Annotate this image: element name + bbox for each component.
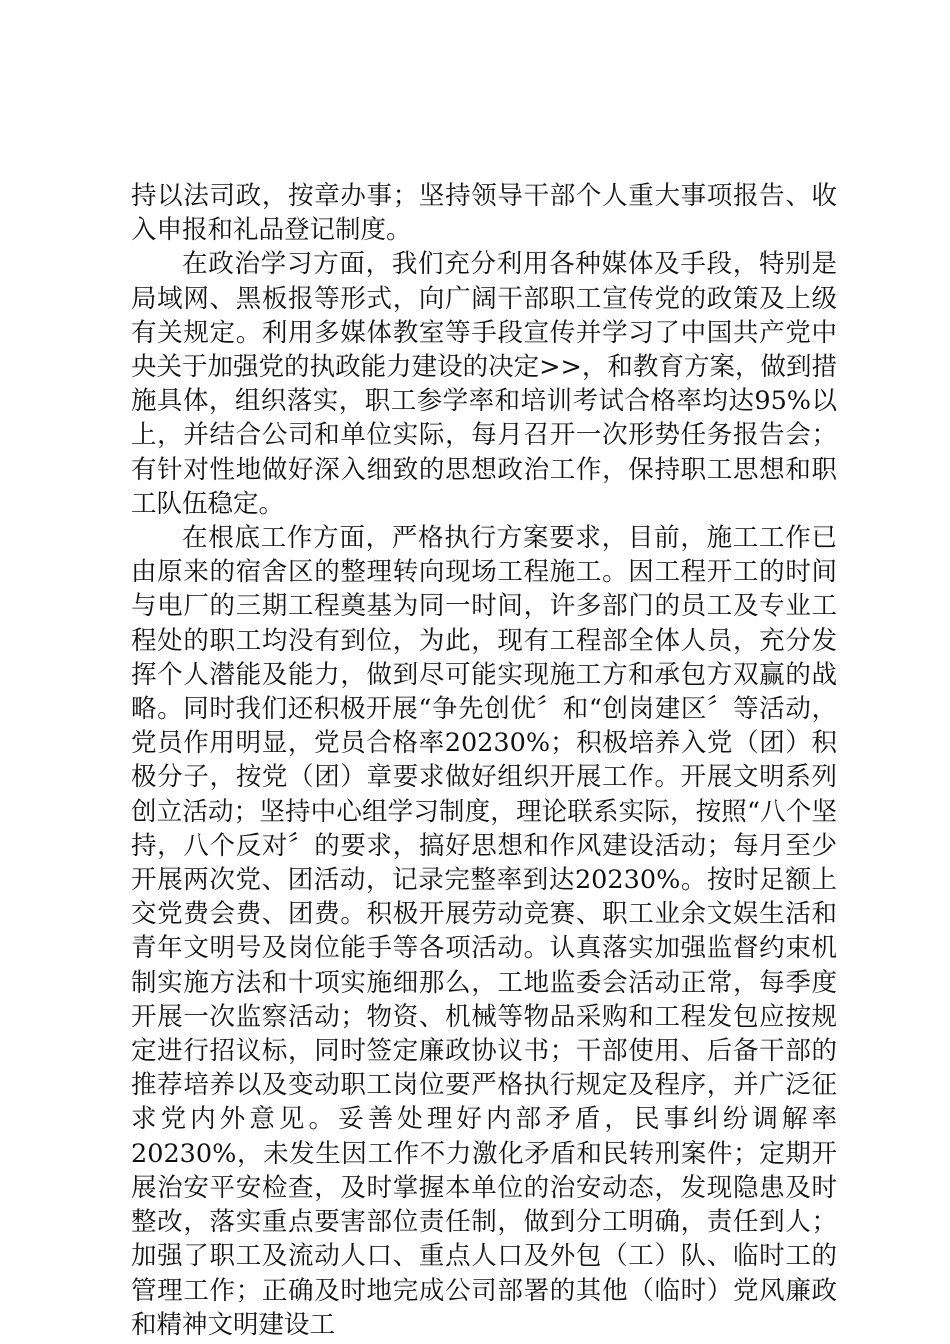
- paragraph-continued: 持以法司政，按章办事；坚持领导干部个人重大事项报告、收入申报和礼品登记制度。: [131, 181, 837, 246]
- document-body: [131, 179, 837, 1342]
- paragraph-political-study: 在政治学习方面，我们充分利用各种媒体及手段，特别是局域网、黑板报等形式，向广阔干部职工宣传党的政策及上级有关规定。利用多媒体教室等手段宣传并学习了中国共产党中央关于加强党的执政能力建设的决定>>，和教育方案，做到措施具体，组织落实，职工参学率和培训考试合格率均达95%以上，并结合公司和单位实际，每月召开一次形势任务报告会；有针对性地做好深入细致的思想政治工作，保持职工思想和职工队伍稳定。: [131, 249, 837, 519]
- paragraph-basic-work: 在根底工作方面，严格执行方案要求，目前，施工工作已由原来的宿舍区的整理转向现场工程施工。因工程开工的时间与电厂的三期工程奠基为同一时间，许多部门的员工及专业工程处的职工均没有到位，为此，现有工程部全体人员，充分发挥个人潜能及能力，做到尽可能实现施工方和承包方双赢的战略。同时我们还积极开展“争先创优〞和“创岗建区〞等活动，党员作用明显，党员合格率20230%；积极培养入党（团）积极分子，按党（团）章要求做好组织开展工作。开展文明系列创立活动；坚持中心组学习制度，理论联系实际，按照“八个坚持，八个反对〞的要求，搞好思想和作风建设活动；每月至少开展两次党、团活动，记录完整率到达20230%。按时足额上交党费会费、团费。积极开展劳动竞赛、职工业余文娱生活和青年文明号及岗位能手等各项活动。认真落实加强监督约束机制实施方法和十项实施细那么，工地监委会活动正常，每季度开展一次监察活动；物资、机械等物品采购和工程发包应按规定进行招议标，同时签定廉政协议书；干部使用、后备干部的推荐培养以及变动职工岗位要严格执行规定及程序，并广泛征求党内外意见。妥善处理好内部矛盾，民事纠纷调解率20230%，未发生因工作不力激化矛盾和民转刑案件；定期开展治安平安检查，及时掌握本单位的治安动态，发现隐患及时整改，落实重点要害部位责任制，做到分工明确，责任到人；加强了职工及流动人口、重点人口及外包（工）队、临时工的管理工作；正确及时地完成公司部署的其他（临时）党风廉政和精神文明建设工: [131, 523, 837, 1340]
